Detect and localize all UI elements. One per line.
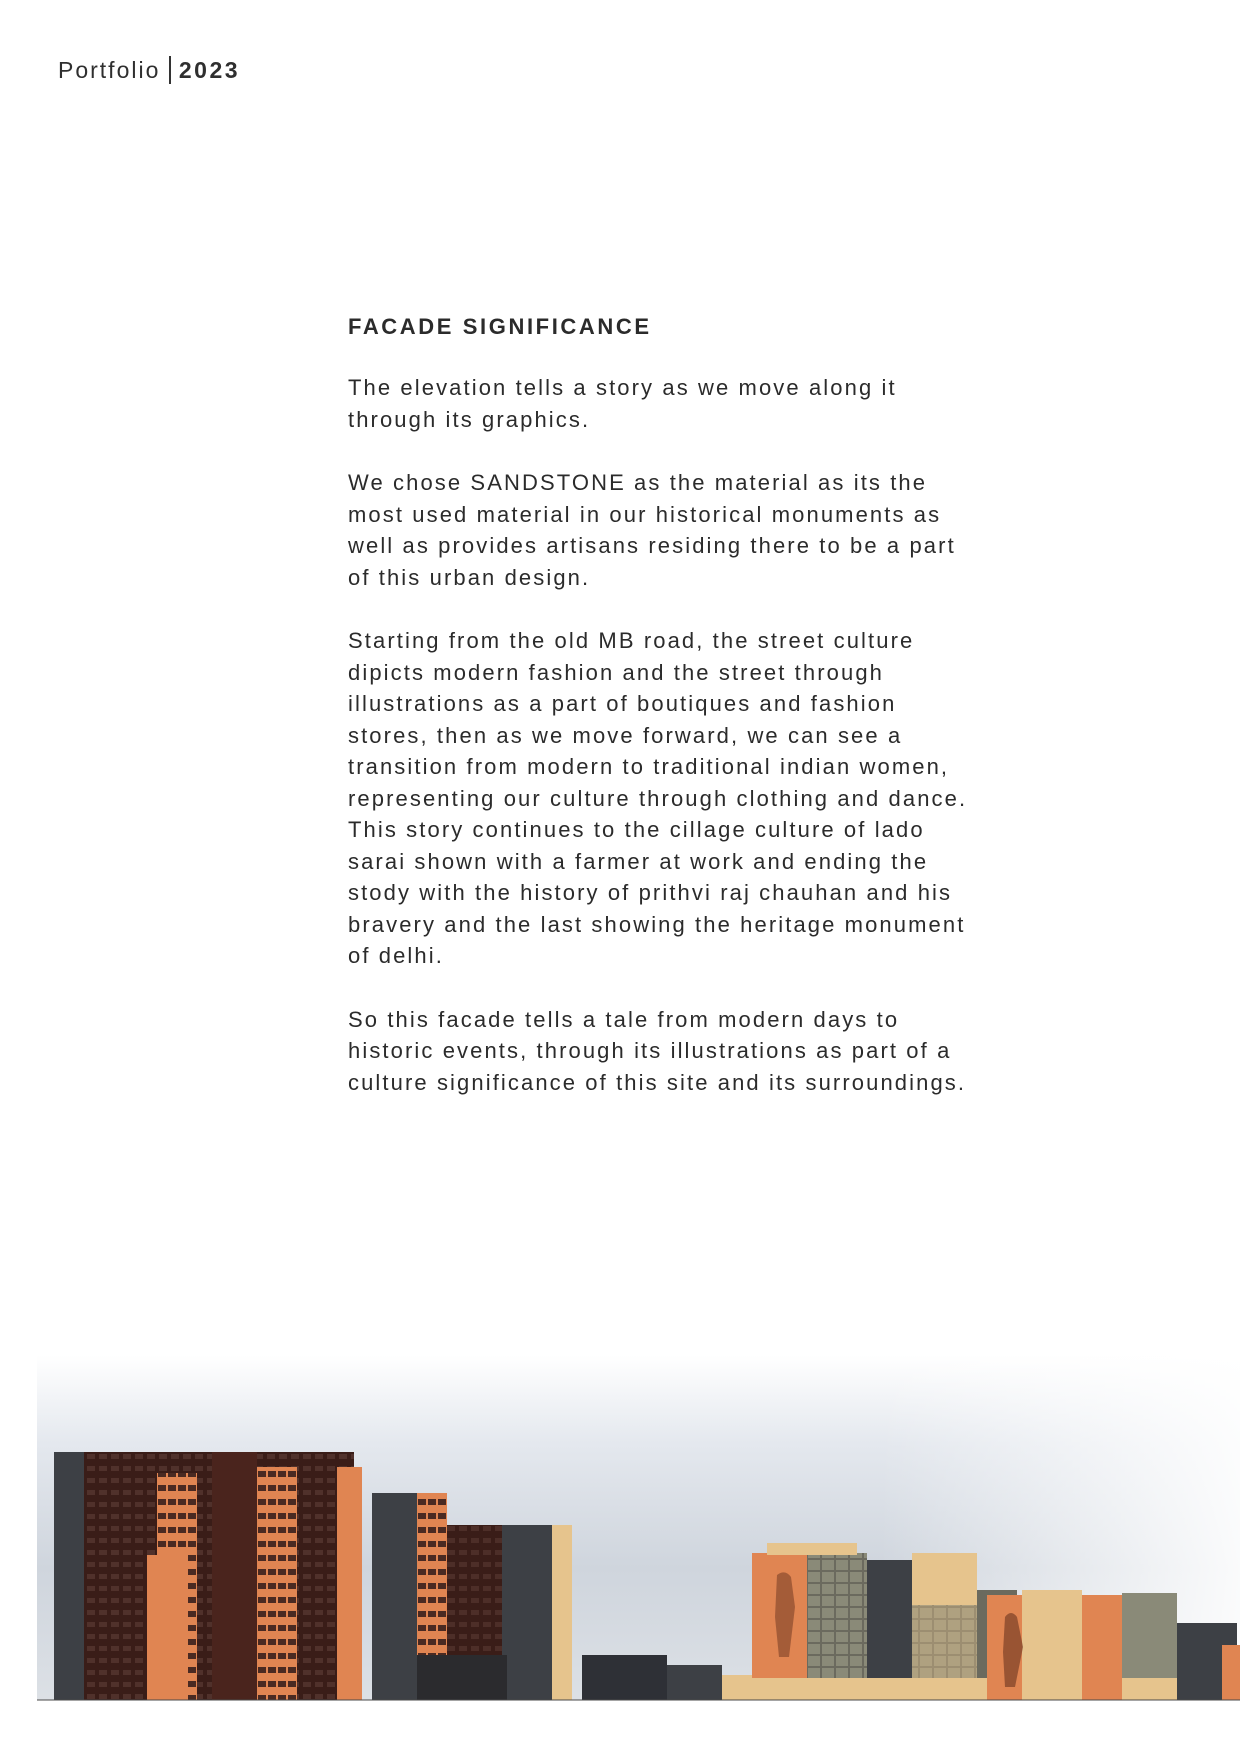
low-block-center xyxy=(582,1655,667,1702)
paragraph-story: Starting from the old MB road, the street culture dipicts modern fashion and the street through illustrations as a part of boutiques and fashion stores, then as we move forward, we can see a transition from modern to traditional indian women, representing our culture through clothing and dance. This story continues to the cillage culture of lado sarai shown with a farmer at work and ending the stody with the history of prithvi raj chauhan and his bravery and the last showing the heritage monument of delhi. xyxy=(348,628,968,968)
page-header xyxy=(58,56,240,84)
portfolio-label: Portfolio xyxy=(58,57,161,83)
header-divider xyxy=(169,56,171,84)
facade-text-block xyxy=(348,312,968,1130)
tower-slate-left xyxy=(54,1452,84,1702)
paragraph-intro: The elevation tells a story as we move along it through its graphics. xyxy=(348,375,897,432)
paragraph-conclusion: So this facade tells a tale from modern days to historic events, through its illustrations as part of a culture significance of this site and its surroundings. xyxy=(348,1006,967,1095)
facade-elevation-image xyxy=(37,1355,1240,1710)
portfolio-year: 2023 xyxy=(178,57,241,83)
paragraph-material: We chose SANDSTONE as the material as its the most used material in our historical monuments as well as provides artisans residing there to be a part of this urban design. xyxy=(348,470,956,590)
section-title: FACADE SIGNIFICANCE xyxy=(348,314,652,339)
